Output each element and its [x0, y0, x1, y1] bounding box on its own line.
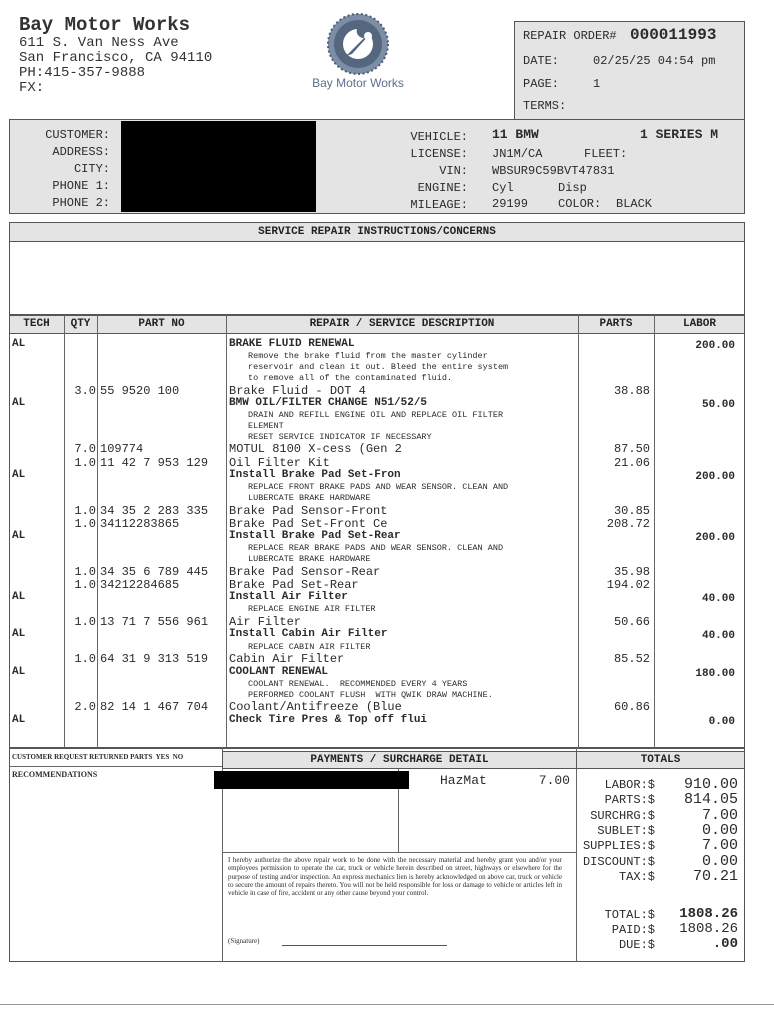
table-row-note	[0, 410, 774, 421]
shop-fax: FX:	[19, 80, 45, 96]
description-cell: Brake Fluid - DOT 4	[229, 383, 366, 398]
job-note: RESET SERVICE INDICATOR IF NECESSARY	[248, 431, 432, 442]
table-row-part	[0, 615, 774, 628]
table-row-part	[0, 652, 774, 665]
job-note: LUBERCATE BRAKE HARDWARE	[248, 554, 371, 564]
table-row-part	[0, 578, 774, 591]
signature-label: (Signature)	[228, 937, 260, 945]
description-cell: Brake Pad Set-Rear	[229, 578, 359, 592]
engine-cyl: Cyl	[492, 181, 514, 195]
parts-cell: 35.98	[613, 564, 650, 579]
concerns-title: SERVICE REPAIR INSTRUCTIONS/CONCERNS	[258, 226, 496, 238]
qty-cell: 1.0	[74, 564, 96, 579]
description-cell: Brake Pad Sensor-Rear	[229, 564, 381, 579]
table-row-note	[0, 362, 774, 373]
table-row-note	[0, 493, 774, 504]
table-row-note	[0, 554, 774, 565]
parts-cell: 30.85	[613, 503, 650, 518]
labor-cell: 40.00	[701, 630, 735, 643]
ro-number: 000011993	[630, 26, 717, 44]
col-qty-header: QTY	[70, 318, 91, 330]
city-label: CITY:	[73, 162, 110, 176]
labor-cell: 0.00	[708, 715, 735, 728]
job-title: Install Cabin Air Filter	[229, 628, 388, 641]
vehicle-label: VEHICLE:	[410, 130, 468, 144]
col-parts-header: PARTS	[599, 318, 633, 330]
page-value: 1	[593, 77, 601, 91]
labor-cell: 180.00	[695, 667, 735, 680]
parts-cell: 21.06	[613, 455, 650, 470]
total-value: 1808.26	[679, 906, 738, 922]
date-label: DATE:	[523, 54, 560, 68]
totals-label: LABOR:$	[604, 778, 655, 792]
customer-request-label: CUSTOMER REQUEST RETURNED PARTS YES NO	[12, 753, 184, 761]
footer-divider	[9, 766, 222, 767]
job-note: COOLANT RENEWAL. RECOMMENDED EVERY 4 YEARS	[248, 678, 468, 689]
license-label: LICENSE:	[410, 147, 468, 161]
totals-value: 7.00	[701, 837, 738, 855]
shop-name: Bay Motor Works	[19, 14, 191, 36]
job-note: PERFORMED COOLANT FLUSH WITH QWIK DRAW MACHINE.	[248, 689, 493, 700]
page-bottom-rule	[0, 1004, 774, 1005]
tech-cell: AL	[12, 530, 26, 542]
job-title: Install Brake Pad Set-Fron	[229, 468, 401, 481]
tech-cell: AL	[12, 665, 26, 678]
table-row-job	[0, 714, 774, 727]
vin-label: VIN:	[439, 164, 468, 178]
job-note: REPLACE ENGINE AIR FILTER	[248, 604, 376, 615]
tech-cell: AL	[12, 396, 26, 409]
job-note: reservoir and clean it out. Bleed the entire system	[248, 362, 509, 372]
part-number-cell: 34 35 2 283 335	[100, 503, 209, 518]
page-label: PAGE:	[523, 77, 560, 91]
table-row-note	[0, 604, 774, 615]
payments-title: PAYMENTS / SURCHARGE DETAIL	[310, 754, 489, 766]
phone1-label: PHONE 1:	[52, 179, 110, 193]
due-label: DUE:$	[618, 938, 655, 952]
job-title: Install Air Filter	[229, 591, 348, 604]
shop-info	[19, 14, 279, 96]
engine-disp: Disp	[558, 181, 587, 195]
mileage-value: 29199	[492, 197, 529, 211]
license-value: JN1M/CA	[492, 147, 543, 161]
totals-value: 814.05	[683, 791, 738, 809]
description-cell: Cabin Air Filter	[229, 652, 345, 667]
description-cell: Oil Filter Kit	[229, 455, 330, 470]
customer-labels	[20, 127, 110, 212]
due-value: .00	[712, 936, 738, 952]
tech-cell: AL	[12, 338, 26, 350]
ro-label: REPAIR ORDER#	[523, 29, 617, 43]
customer-label: CUSTOMER:	[45, 128, 110, 142]
job-title: BRAKE FLUID RENEWAL	[229, 338, 355, 350]
parts-cell: 38.88	[613, 383, 650, 398]
shop-address-line2: San Francisco, CA 94110	[19, 50, 213, 66]
description-cell: MOTUL 8100 X-cess (Gen 2	[229, 442, 402, 457]
job-note: Remove the brake fluid from the master cylinder	[248, 351, 488, 362]
parts-cell: 60.86	[613, 700, 650, 715]
job-title: Install Brake Pad Set-Rear	[229, 530, 401, 542]
totals-label: SURCHRG:$	[590, 808, 655, 823]
job-note: LUBERCATE BRAKE HARDWARE	[248, 492, 371, 503]
totals-label: PARTS:$	[604, 793, 655, 808]
tech-cell: AL	[12, 713, 26, 726]
parts-cell: 194.02	[606, 578, 650, 592]
description-cell: Brake Pad Sensor-Front	[229, 503, 388, 518]
table-row-part	[0, 456, 774, 469]
labor-cell: 200.00	[695, 532, 735, 544]
qty-cell: 1.0	[74, 652, 96, 667]
part-number-cell: 34 35 6 789 445	[100, 564, 209, 579]
vehicle-model: 1 SERIES M	[640, 127, 719, 142]
tech-cell: AL	[12, 628, 26, 641]
terms-label: TERMS:	[523, 99, 567, 113]
table-row-job	[0, 397, 774, 410]
totals-label: DISCOUNT:$	[582, 854, 655, 869]
table-row-note	[0, 679, 774, 690]
fleet-label: FLEET:	[584, 147, 628, 161]
payment-redaction	[214, 771, 409, 789]
qty-cell: 1.0	[74, 516, 96, 531]
table-row-note	[0, 421, 774, 432]
shop-logo	[290, 10, 430, 92]
table-row-part	[0, 565, 774, 578]
customer-redaction	[121, 121, 316, 212]
col-desc-header: REPAIR / SERVICE DESCRIPTION	[309, 318, 495, 330]
job-note: to remove all of the contaminated fluid.	[248, 372, 453, 383]
qty-cell: 1.0	[74, 455, 96, 470]
table-row-note	[0, 690, 774, 701]
part-number-cell: 64 31 9 313 519	[100, 652, 209, 667]
qty-cell: 1.0	[74, 615, 96, 630]
totals-title: TOTALS	[640, 754, 681, 766]
description-cell: Brake Pad Set-Front Ce	[229, 516, 388, 531]
totals-value: 910.00	[683, 776, 738, 793]
part-number-cell: 109774	[100, 442, 144, 457]
table-row-part	[0, 517, 774, 530]
part-number-cell: 11 42 7 953 129	[100, 455, 209, 470]
part-number-cell: 34212284685	[100, 578, 180, 592]
vin-value: WBSUR9C59BVT47831	[492, 164, 615, 178]
table-row-job	[0, 591, 774, 604]
shop-phone: PH:415-357-9888	[19, 65, 146, 81]
qty-cell: 1.0	[74, 578, 96, 592]
mileage-label: MILEAGE:	[410, 198, 468, 212]
qty-cell: 1.0	[74, 503, 96, 518]
totals-label: SUPPLIES:$	[582, 839, 655, 854]
recommendations-label: RECOMMENDATIONS	[12, 770, 98, 779]
color-value: BLACK	[616, 197, 653, 211]
totals-value: 0.00	[701, 821, 738, 839]
table-row-job	[0, 338, 774, 351]
table-row-note	[0, 373, 774, 384]
footer-divider	[222, 852, 576, 853]
description-cell: Coolant/Antifreeze (Blue	[229, 700, 402, 715]
part-number-cell: 34112283865	[100, 516, 180, 531]
date-value: 02/25/25 04:54 pm	[593, 54, 716, 68]
qty-cell: 7.0	[74, 442, 96, 457]
phone2-label: PHONE 2:	[52, 196, 110, 210]
table-row-job	[0, 628, 774, 641]
totals-label: TAX:$	[618, 869, 655, 884]
authorization-text: I hereby authorize the above repair work to be done with the necessary material and hereby grant you and/or your employees permission to operate the car, truck or vehicle herein described on street, highways or elsewhere for the purpose of testing and/or inspection. An express mechanics lien is hereby acknowledged on above car, truck or vehicle to secure the amount of repairs thereto. You will not be held responsible for loss or damage to vehicle or articles left in vehicle in case of fire, accident or any other cause beyond your control.	[228, 856, 562, 898]
address-label: ADDRESS:	[52, 145, 110, 159]
col-tech-header: TECH	[23, 318, 50, 330]
wrench-logo-icon	[290, 10, 430, 78]
table-row-job	[0, 666, 774, 679]
job-note: ELEMENT	[248, 420, 284, 431]
table-row-note	[0, 543, 774, 554]
parts-cell: 85.52	[613, 652, 650, 667]
color-label: COLOR:	[558, 197, 602, 211]
table-row-part	[0, 384, 774, 397]
tech-cell: AL	[12, 468, 26, 481]
table-row-job	[0, 530, 774, 543]
parts-cell: 50.66	[613, 615, 650, 630]
totals-value: 70.21	[692, 867, 738, 885]
job-note: REPLACE REAR BRAKE PADS AND WEAR SENSOR. CLEAN AND	[248, 543, 504, 554]
job-title: Check Tire Pres & Top off flui	[229, 713, 428, 726]
description-cell: Air Filter	[229, 615, 302, 630]
col-labor-header: LABOR	[682, 318, 716, 330]
total-label: TOTAL:$	[604, 908, 655, 922]
totals-value: 7.00	[701, 806, 738, 824]
labor-cell: 200.00	[695, 340, 735, 352]
table-row-job	[0, 469, 774, 482]
tech-cell: AL	[12, 591, 26, 604]
shop-address-line1: 611 S. Van Ness Ave	[19, 35, 179, 51]
col-partno-header: PART NO	[138, 318, 185, 330]
job-note: DRAIN AND REFILL ENGINE OIL AND REPLACE OIL FILTER	[248, 410, 504, 420]
job-title: BMW OIL/FILTER CHANGE N51/52/5	[229, 396, 428, 409]
table-row-note	[0, 642, 774, 653]
part-number-cell: 82 14 1 467 704	[100, 700, 209, 715]
paid-value: 1808.26	[679, 921, 738, 937]
footer-divider	[576, 748, 577, 962]
labor-cell: 40.00	[701, 593, 735, 606]
job-note: REPLACE FRONT BRAKE PADS AND WEAR SENSOR. CLEAN AND	[248, 482, 509, 492]
part-number-cell: 55 9520 100	[100, 383, 180, 398]
vehicle-labels	[380, 129, 468, 214]
labor-cell: 50.00	[701, 398, 735, 411]
table-row-part	[0, 700, 774, 713]
table-row-note	[0, 351, 774, 362]
logo-caption: Bay Motor Works	[312, 76, 404, 90]
totals-label: SUBLET:$	[597, 823, 655, 838]
job-title: COOLANT RENEWAL	[229, 665, 329, 678]
vehicle-year-make: 11 BMW	[492, 127, 539, 142]
parts-cell: 208.72	[606, 516, 650, 531]
hazmat-label: HazMat	[440, 773, 487, 788]
table-row-part	[0, 504, 774, 517]
engine-label: ENGINE:	[417, 181, 468, 195]
paid-label: PAID:$	[611, 923, 655, 937]
signature-line[interactable]	[282, 945, 447, 946]
labor-cell: 200.00	[695, 470, 735, 483]
table-row-note	[0, 432, 774, 443]
totals-value: 0.00	[701, 852, 738, 870]
qty-cell: 3.0	[74, 383, 96, 398]
parts-cell: 87.50	[613, 442, 650, 457]
part-number-cell: 13 71 7 556 961	[100, 615, 209, 630]
table-row-note	[0, 482, 774, 493]
table-row-part	[0, 442, 774, 455]
qty-cell: 2.0	[74, 700, 96, 715]
hazmat-value: 7.00	[538, 773, 570, 788]
job-note: REPLACE CABIN AIR FILTER	[248, 641, 371, 652]
